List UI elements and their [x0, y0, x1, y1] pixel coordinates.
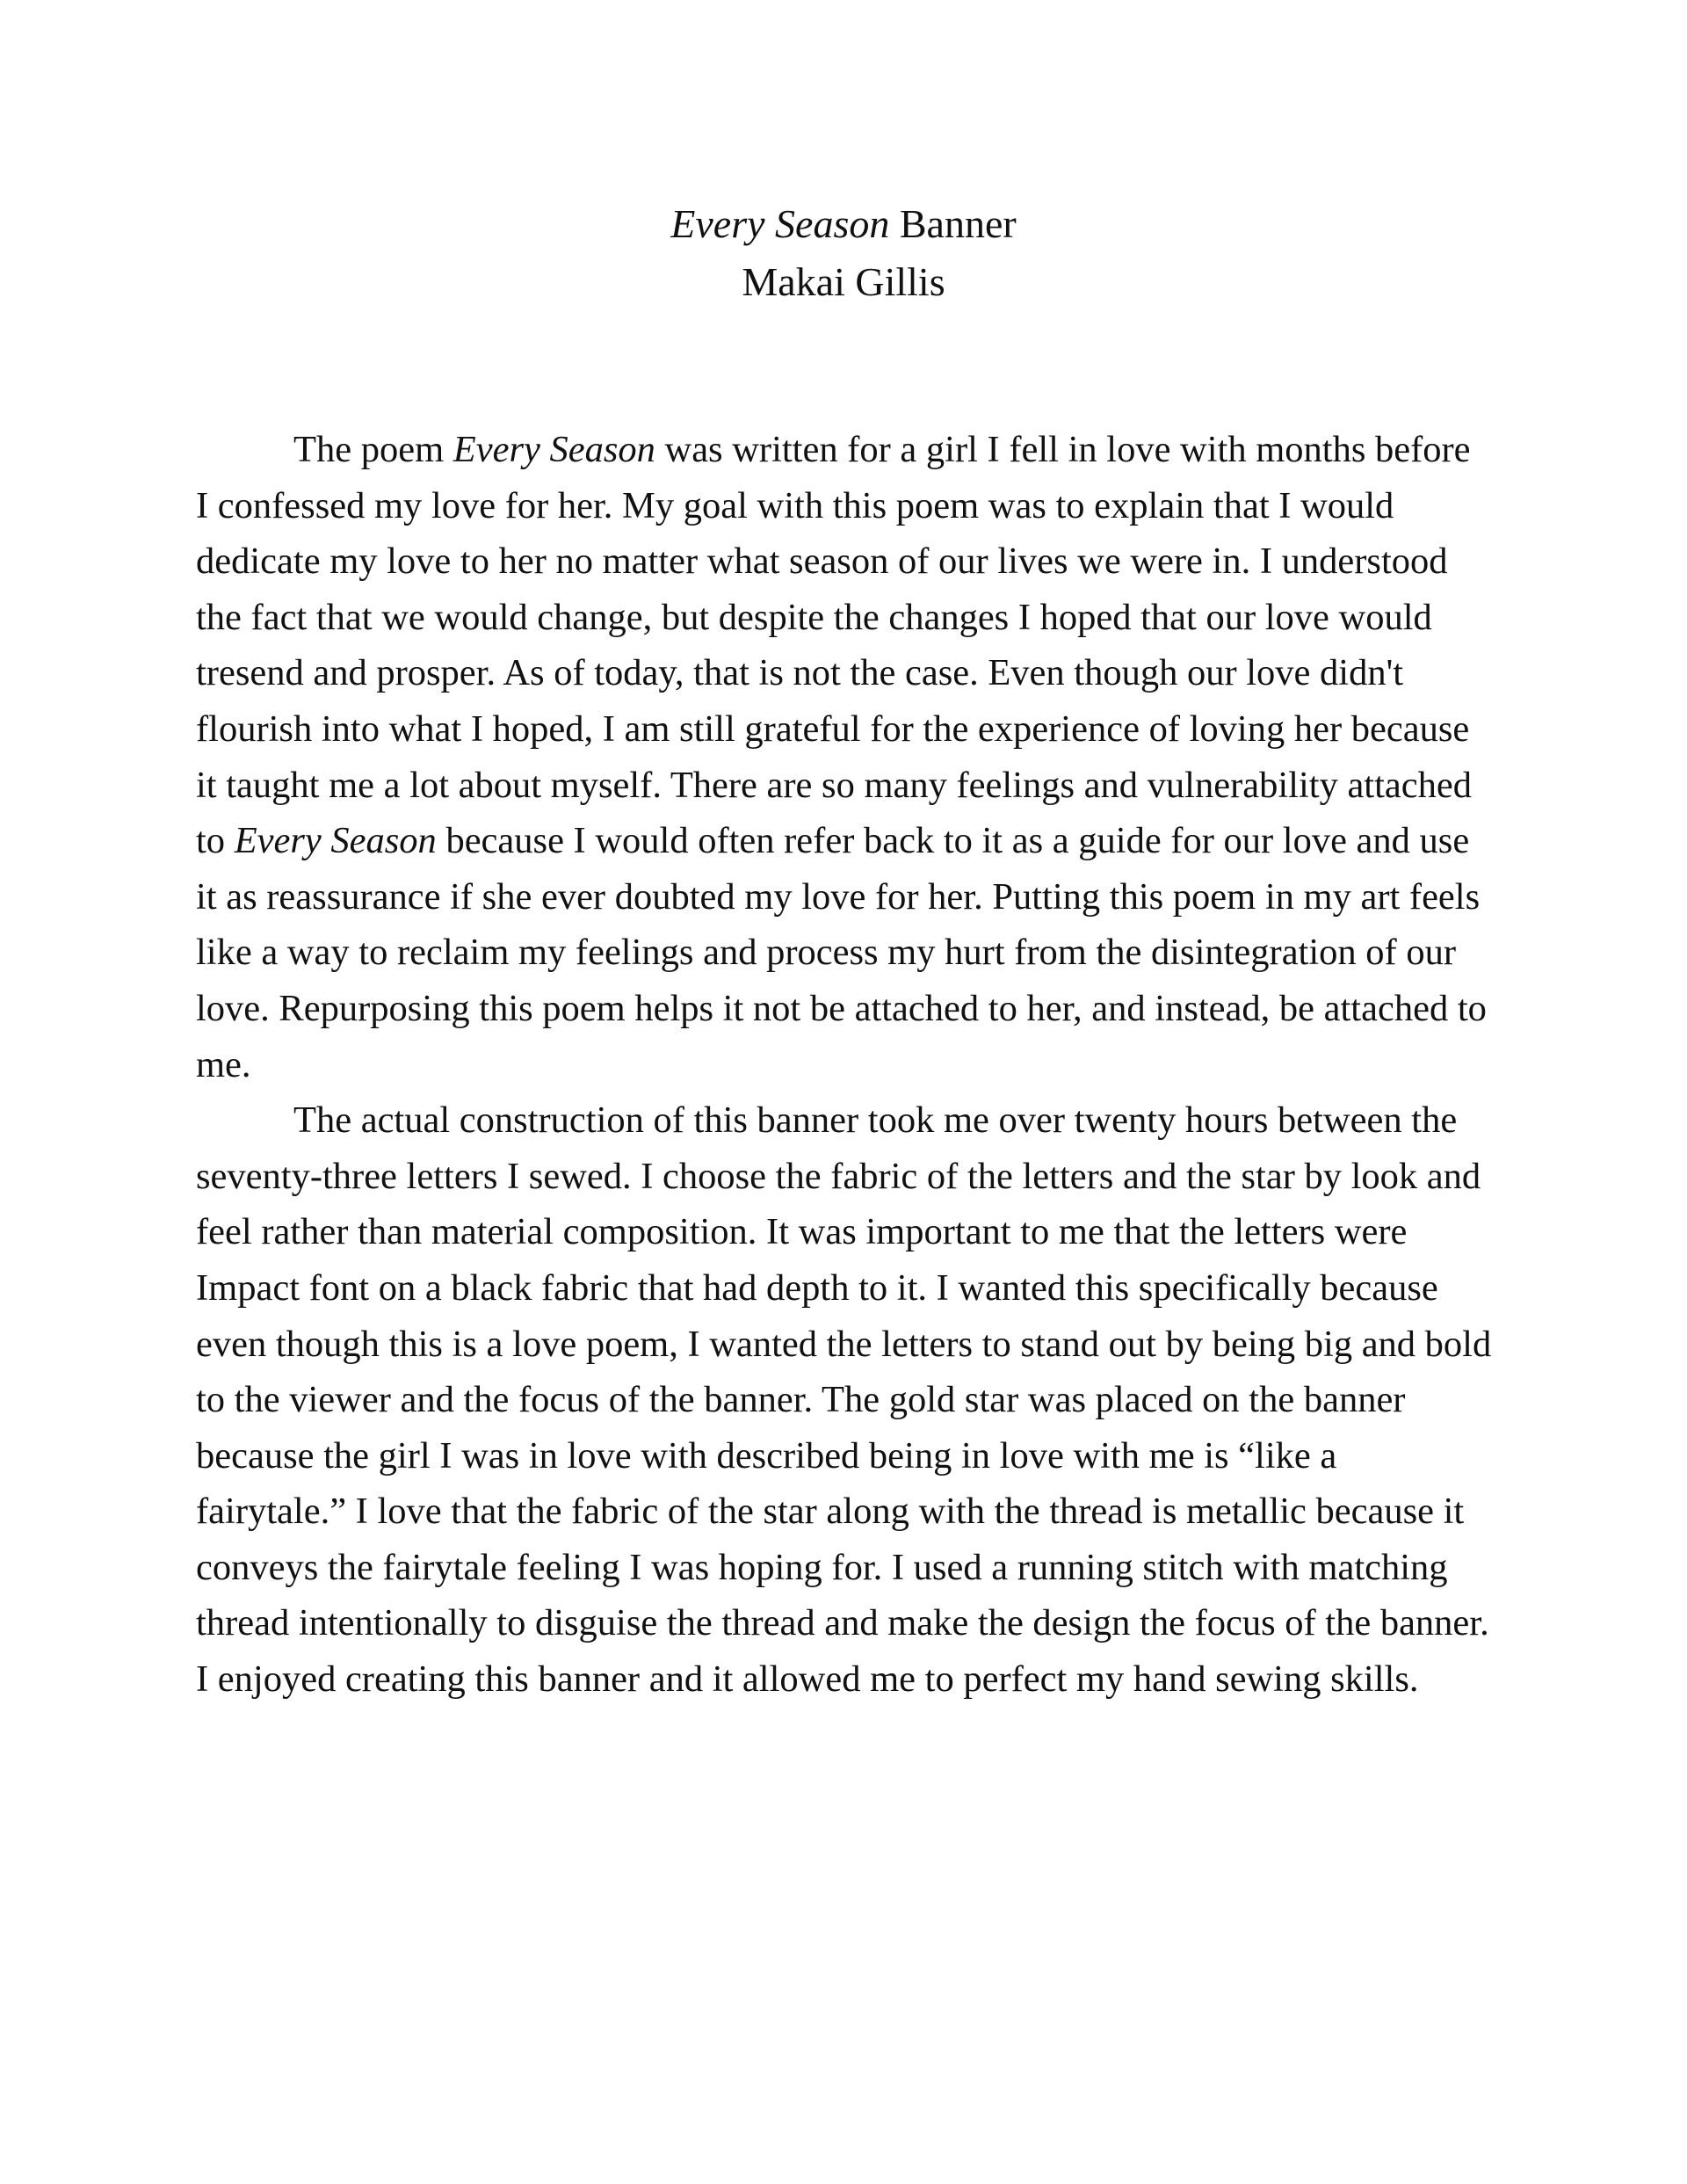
- paragraph-1-segment-a: The poem: [293, 429, 453, 470]
- author-name: Makai Gillis: [742, 259, 945, 304]
- paragraph-1-segment-c: was written for a girl I fell in love with months before I confessed my love for her. My goal with this poem was to explain that I would dedicate my love to her no matter what season of our lives we were in. I understood the fact that we would change, but despite the changes I hoped that our love would tresend and prosper. As of today, that is not the case. Even though our love didn't flourish into what I hoped, I am still grateful for the experience of loving her because it taught me a lot about myself. There are so many feelings and vulnerability attached to: [196, 429, 1473, 862]
- paragraph-1: [196, 422, 1492, 1092]
- paragraph-1-segment-e: because I would often refer back to it as a guide for our love and use it as reassurance if she ever doubted my love for her. Putting this poem in my art feels like a way to reclaim my feelings and process my hurt from the disintegration of our love. Repurposing this poem helps it not be attached to her, and instead, be attached to me.: [196, 820, 1487, 1085]
- essay-body: [196, 422, 1492, 1708]
- title-rest-part: Banner: [889, 201, 1017, 246]
- paragraph-2: The actual construction of this banner took me over twenty hours between the seventy-three letters I sewed. I choose the fabric of the letters and the star by look and feel rather than material composition. It was important to me that the letters were Impact font on a black fabric that had depth to it. I wanted this specifically because even though this is a love poem, I wanted the letters to stand out by being big and bold to the viewer and the focus of the banner. The gold star was placed on the banner because the girl I was in love with described being in love with me is “like a fairytale.” I love that the fabric of the star along with the thread is metallic because it conveys the fairytale feeling I was hoping for. I used a running stitch with matching thread intentionally to disguise the thread and make the design the focus of the banner. I enjoyed creating this banner and it allowed me to perfect my hand sewing skills.: [196, 1099, 1492, 1701]
- paragraph-1-poem-title: Every Season: [453, 429, 655, 470]
- title-block: [0, 195, 1687, 311]
- document-title: [0, 195, 1687, 253]
- title-italic-part: Every Season: [670, 201, 890, 246]
- paragraph-1-poem-title-2: Every Season: [234, 820, 437, 862]
